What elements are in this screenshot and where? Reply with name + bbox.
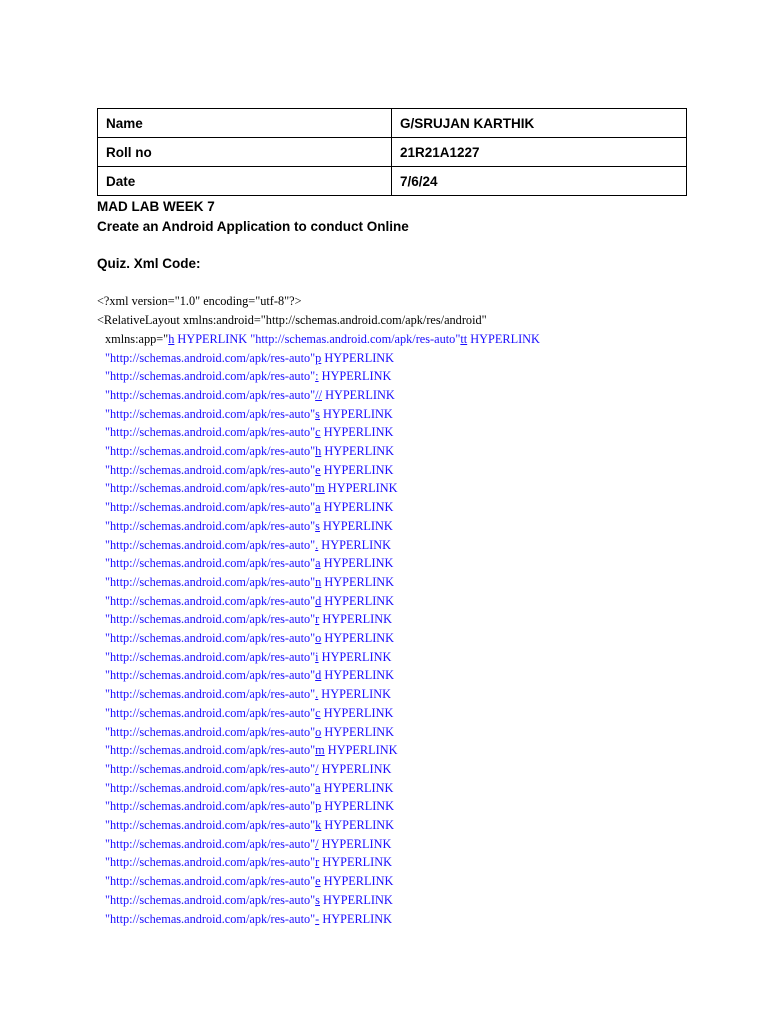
hyperlink-code-line [105,762,391,777]
hyperlink-url-text[interactable]: "http://schemas.android.com/apk/res-auto" [105,500,316,515]
hyperlink-code-line [105,463,393,478]
name-label: Name [98,109,392,138]
week-heading: MAD LAB WEEK 7 [97,199,215,214]
hyperlink-char[interactable]: k [315,818,322,832]
hyperlink-code-line [105,912,392,927]
hyperlink-code-line [105,818,394,833]
hyperlink-url-text[interactable]: "http://schemas.android.com/apk/res-auto" [105,574,316,589]
xmlns-app-line [105,332,540,347]
hyperlink-code-line [105,743,398,758]
hyperlink-char[interactable]: e [315,874,321,889]
hyperlink-code-line [105,388,395,403]
hyperlink-word[interactable]: HYPERLINK [321,350,395,365]
hyperlink-char[interactable]: d [315,593,322,608]
hyperlink-url-text[interactable]: "http://schemas.android.com/apk/res-auto" [105,556,316,571]
hyperlink-word[interactable]: HYPERLINK [318,687,391,702]
relative-layout-line: <RelativeLayout xmlns:android="http://schemas.android.com/apk/res/android" [97,313,487,327]
hyperlink-code-line [105,631,394,646]
hyperlink-word[interactable]: HYPERLINK [319,911,393,926]
hyperlink-url-text[interactable]: "http://schemas.android.com/apk/res-auto" [105,462,316,477]
hyperlink-char[interactable]: m [315,481,325,496]
hyperlink-code-line [105,855,392,870]
hyperlink-code-line [105,519,393,534]
hyperlink-char[interactable]: h [315,444,322,458]
hyperlink-code-line [105,351,394,366]
hyperlink-code-line [105,706,393,721]
hyperlink-char[interactable]: o [315,631,322,645]
hyperlink-word[interactable]: HYPERLINK [320,705,394,720]
xmlns-app-prefix: xmlns:app=" [105,332,169,346]
student-info-table [97,108,687,196]
hyperlink-char[interactable]: o [315,724,322,739]
hyperlink-url-text[interactable]: "http://schemas.android.com/apk/res-auto" [105,649,316,664]
hyperlink-url-text[interactable]: "http://schemas.android.com/apk/res-auto" [105,761,316,776]
hyperlink-word[interactable]: HYPERLINK [321,799,395,814]
hyperlink-char[interactable]: s [315,892,320,907]
hyperlink-word[interactable]: HYPERLINK [324,481,398,496]
hyperlink-code-line [105,556,393,571]
hyperlink-code-line [105,538,391,553]
hyperlink-code-line [105,425,393,440]
hyperlink-code-line [105,799,394,814]
hyperlink-url-text[interactable]: "http://schemas.android.com/apk/res-auto" [105,836,316,851]
hyperlink-url-text[interactable]: "http://schemas.android.com/apk/res-auto" [105,425,316,440]
hyperlink-char[interactable]: / [315,761,319,776]
hyperlink-url-text[interactable]: "http://schemas.android.com/apk/res-auto" [105,537,316,552]
hyperlink-code-line [105,594,394,609]
hyperlink-url-text[interactable]: "http://schemas.android.com/apk/res-auto" [105,481,316,496]
hyperlink-char[interactable]: i [315,649,319,664]
table-row [98,167,687,196]
hyperlink-char[interactable]: / [315,836,319,851]
hyperlink-word[interactable]: HYPERLINK [320,462,394,477]
hyperlink-word[interactable]: HYPERLINK [320,556,394,571]
hyperlink-word[interactable]: HYPERLINK [321,631,395,645]
hyperlink-code-line [105,837,391,852]
hyperlink-code-line [105,874,393,889]
hyperlink-url-text[interactable]: "http://schemas.android.com/apk/res-auto" [105,444,316,458]
hyperlink-code-line [105,687,391,702]
hyperlink-char[interactable]: d [315,668,322,683]
hyperlink-code-line [105,668,394,683]
quiz-heading: Quiz. Xml Code: [97,256,201,271]
hyperlink-word[interactable]: HYPERLINK [321,818,395,832]
hyperlink-char[interactable]: - [315,911,320,926]
roll-no-value: 21R21A1227 [392,138,687,167]
hyperlink-url-text[interactable]: "http://schemas.android.com/apk/res-auto" [105,387,316,402]
hyperlink-char[interactable]: r [315,855,320,870]
hyperlink-char[interactable]: h [168,332,175,346]
hyperlink-word[interactable]: HYPERLINK [320,780,394,795]
hyperlink-char[interactable]: p [315,799,322,814]
hyperlink-code-line [105,650,391,665]
hyperlink-url-text[interactable]: "http://schemas.android.com/apk/res-auto" [105,855,316,870]
hyperlink-char[interactable]: c [315,705,321,720]
hyperlink-url-text[interactable]: "http://schemas.android.com/apk/res-auto" [105,350,316,365]
hyperlink-word[interactable]: HYPERLINK [321,444,395,458]
hyperlink-word[interactable]: HYPERLINK [319,855,393,870]
hyperlink-code-line [105,500,393,515]
hyperlink-code-line [105,481,398,496]
hyperlink-char[interactable]: . [315,537,319,552]
date-label: Date [98,167,392,196]
hyperlink-url-text[interactable]: "http://schemas.android.com/apk/res-auto" [105,724,316,739]
hyperlink-word[interactable]: HYPERLINK [319,406,393,421]
table-row [98,138,687,167]
hyperlink-url-text[interactable]: "http://schemas.android.com/apk/res-auto" [105,593,316,608]
hyperlink-url-text[interactable]: "http://schemas.android.com/apk/res-auto" [105,780,316,795]
hyperlink-word[interactable]: HYPERLINK [321,593,395,608]
name-value: G/SRUJAN KARTHIK [392,109,687,138]
hyperlink-url-text[interactable]: "http://schemas.android.com/apk/res-auto" [105,892,316,907]
hyperlink-url-text[interactable]: "http://schemas.android.com/apk/res-auto" [105,369,316,384]
hyperlink-url-text[interactable]: "http://schemas.android.com/apk/res-auto" [105,406,316,421]
hyperlink-url-text[interactable]: "http://schemas.android.com/apk/res-auto" [105,705,316,720]
hyperlink-word[interactable]: HYPERLINK [321,668,395,683]
hyperlink-word[interactable]: HYPERLINK [318,761,392,776]
hyperlink-char[interactable]: // [315,387,322,402]
hyperlink-word[interactable]: HYPERLINK [318,836,392,851]
hyperlink-char[interactable]: c [315,425,321,440]
hyperlink-word[interactable]: HYPERLINK [319,518,393,533]
hyperlink-url-text[interactable]: "http://schemas.android.com/apk/res-auto" [105,743,316,758]
hyperlink-word[interactable]: HYPERLINK [321,724,395,739]
hyperlink-word[interactable]: HYPERLINK [320,500,394,515]
hyperlink-char[interactable]: a [315,500,321,515]
date-value: 7/6/24 [392,167,687,196]
hyperlink-char[interactable]: s [315,406,320,421]
hyperlink-url-text[interactable]: HYPERLINK "http://schemas.android.com/apk/res-auto" [174,332,461,346]
hyperlink-char[interactable]: n [315,574,322,589]
hyperlink-word[interactable]: HYPERLINK [318,649,392,664]
hyperlink-char[interactable]: s [315,518,320,533]
hyperlink-code-line [105,575,394,590]
hyperlink-code-line [105,444,394,459]
hyperlink-url-text[interactable]: "http://schemas.android.com/apk/res-auto" [105,911,316,926]
hyperlink-code-line [105,612,392,627]
hyperlink-code-line [105,781,393,796]
hyperlink-char[interactable]: . [315,687,319,702]
hyperlink-char[interactable]: p [315,350,322,365]
student-info-body [98,109,687,196]
hyperlink-word[interactable]: HYPERLINK [318,369,392,384]
hyperlink-char[interactable]: a [315,780,321,795]
hyperlink-code-line [105,407,393,422]
hyperlink-url-text[interactable]: "http://schemas.android.com/apk/res-auto" [105,874,316,889]
task-heading: Create an Android Application to conduct Online [97,219,409,234]
hyperlink-word[interactable]: HYPERLINK [467,332,540,346]
hyperlink-word[interactable]: HYPERLINK [320,425,394,440]
hyperlink-word[interactable]: HYPERLINK [319,612,393,627]
hyperlink-char[interactable]: e [315,462,321,477]
table-row [98,109,687,138]
hyperlink-code-line [105,725,394,740]
hyperlink-char[interactable]: : [315,369,319,384]
hyperlink-char[interactable]: m [315,743,325,758]
hyperlink-url-text[interactable]: "http://schemas.android.com/apk/res-auto" [105,687,316,702]
hyperlink-url-text[interactable]: "http://schemas.android.com/apk/res-auto" [105,668,316,683]
hyperlink-word[interactable]: HYPERLINK [318,537,391,552]
hyperlink-code-line [105,893,393,908]
hyperlink-char[interactable]: tt [460,332,468,346]
hyperlink-url-text[interactable]: "http://schemas.android.com/apk/res-auto" [105,799,316,814]
hyperlink-word[interactable]: HYPERLINK [321,574,395,589]
hyperlink-char[interactable]: r [315,612,320,627]
hyperlink-code-line [105,369,391,384]
roll-no-label: Roll no [98,138,392,167]
hyperlink-char[interactable]: a [315,556,321,571]
hyperlink-word[interactable]: HYPERLINK [322,387,395,402]
hyperlink-word[interactable]: HYPERLINK [320,874,394,889]
hyperlink-url-text[interactable]: "http://schemas.android.com/apk/res-auto" [105,612,316,627]
hyperlink-url-text[interactable]: "http://schemas.android.com/apk/res-auto" [105,518,316,533]
xml-declaration-line: <?xml version="1.0" encoding="utf-8"?> [97,294,302,308]
hyperlink-word[interactable]: HYPERLINK [319,892,393,907]
hyperlink-word[interactable]: HYPERLINK [324,743,398,758]
hyperlink-url-text[interactable]: "http://schemas.android.com/apk/res-auto" [105,631,316,645]
hyperlink-url-text[interactable]: "http://schemas.android.com/apk/res-auto" [105,818,316,832]
